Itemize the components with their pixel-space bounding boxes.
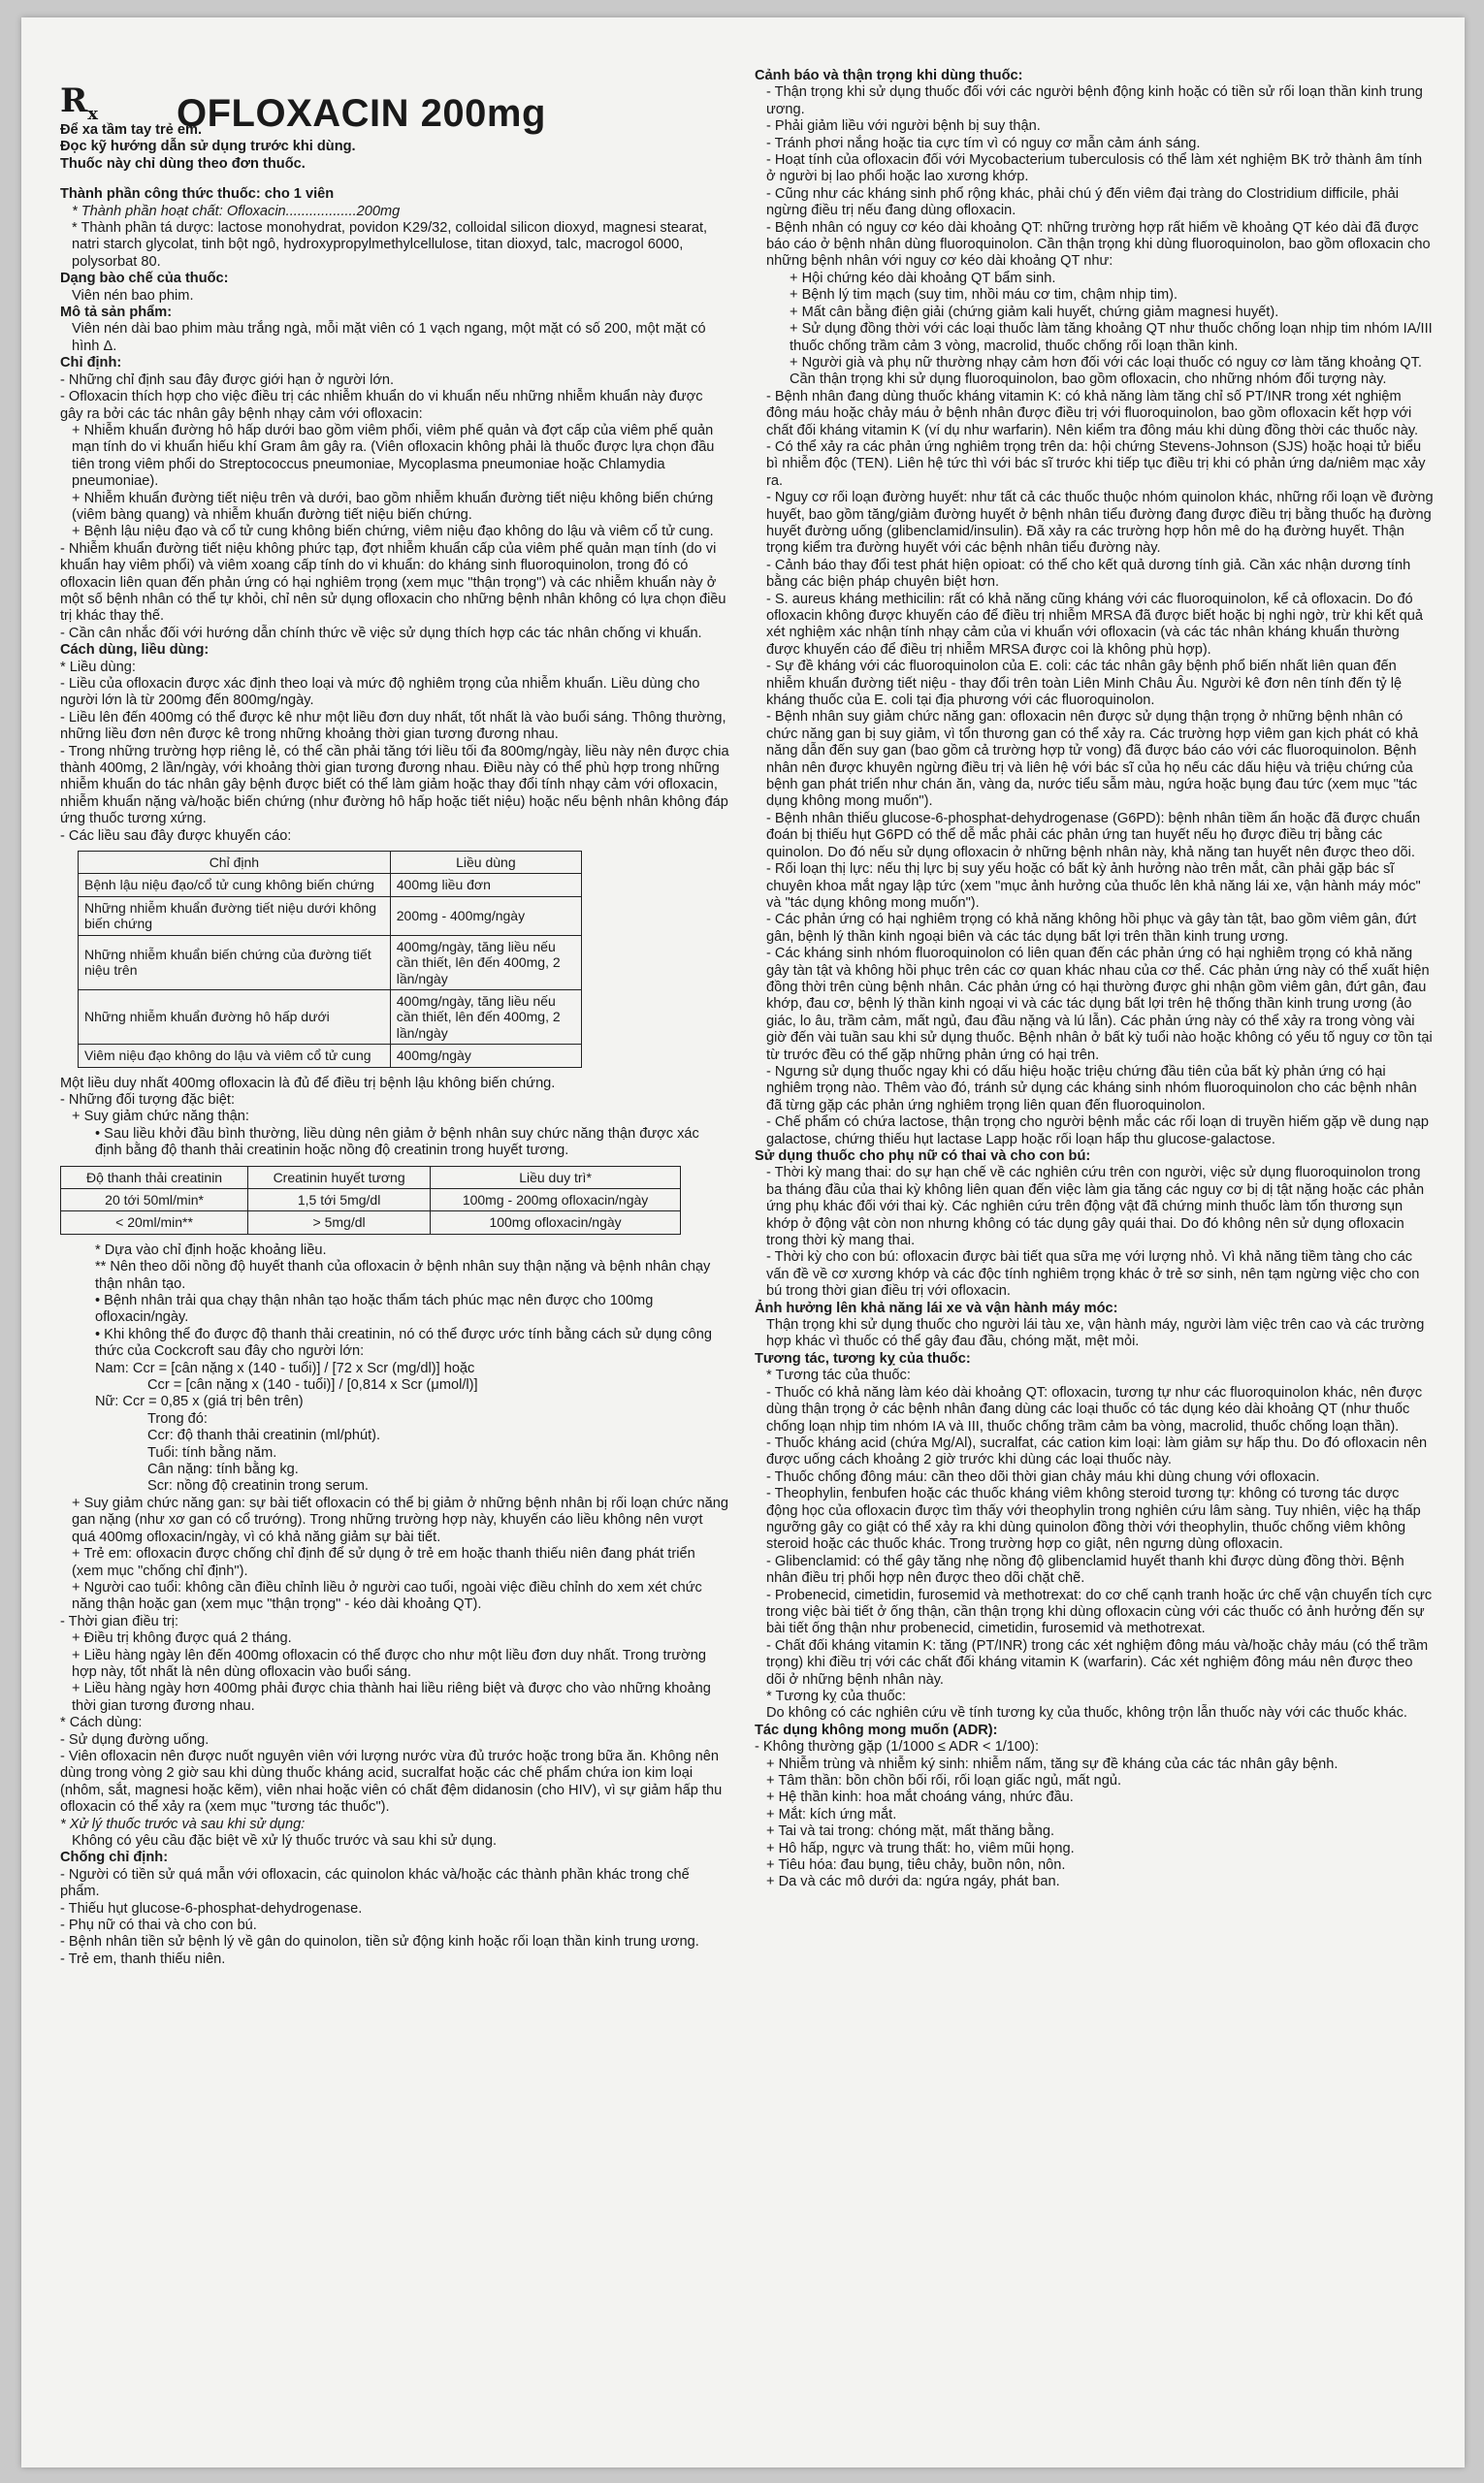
table-cell: Viêm niệu đạo không do lậu và viêm cổ tử cung (79, 1045, 391, 1067)
dosage-text: * Cách dùng: (60, 1715, 143, 1731)
interaction-text: * Tương kỵ của thuốc: (766, 1689, 906, 1704)
table-cell: 200mg - 400mg/ngày (390, 896, 581, 935)
leaflet-sheet (21, 17, 1465, 2467)
table-header-row (61, 1166, 681, 1188)
adr-text: + Tiêu hóa: đau bụng, tiêu chảy, buồn nôn, nôn. (766, 1857, 1066, 1874)
table-cell: < 20ml/min** (61, 1211, 248, 1234)
interactions-heading: Tương tác, tương kỵ của thuốc: (755, 1350, 971, 1367)
excipients: * Thành phần tá dược: lactose monohydrat, povidon K29/32, colloidal silicon dioxyd, magnesi stearat, natri starch glycolat, tinh bột ngô, hydroxypropylmethylcellulose, titan dioxyd, talc, macrogol 6000, polysorbat 80. (72, 220, 708, 270)
interaction-text: - Glibenclamid: có thể gây tăng nhẹ nồng độ glibenclamid huyết thanh khi được dùng đồng thời. Bệnh nhân điều trị phối hợp nên được theo dõi chặt chẽ. (766, 1553, 1404, 1587)
warning-3: Thuốc này chỉ dùng theo đơn thuốc. (60, 155, 306, 172)
indication-text: - Những chỉ định sau đây được giới hạn ở người lớn. (60, 371, 395, 388)
caution-text: + Bệnh lý tim mạch (suy tim, nhồi máu cơ tim, chậm nhịp tim). (790, 287, 1178, 304)
interaction-text: - Chất đối kháng vitamin K: tăng (PT/INR) trong các xét nghiệm đông máu và/hoặc chảy máu (có thể trầm trọng) khi điều trị với các chất đối kháng vitamin K (warfarin). Các xét nghiệm đông máu nên được theo dõi ở những bệnh nhân này. (766, 1637, 1429, 1688)
caution-text: - Thận trọng khi sử dụng thuốc đối với các người bệnh động kinh hoặc có tiền sử rối loạn thần kinh trung ương. (766, 84, 1423, 117)
formula-line: Trong đó: (147, 1410, 208, 1427)
table-header-cell: Chỉ định (79, 852, 391, 874)
renal-text: * Dựa vào chỉ định hoặc khoảng liều. (95, 1242, 327, 1258)
rx-symbol: $R_x$ (60, 81, 98, 124)
dosage-heading: Cách dùng, liều dùng: (60, 642, 210, 659)
description-heading: Mô tả sản phẩm: (60, 305, 173, 321)
pregnancy-text: - Thời kỳ mang thai: do sự hạn chế về các nghiên cứu trên con người, việc sử dụng fluoroquinolon trong ba tháng đầu của thai kỳ không liên quan đến việc làm gia tăng các nguy cơ bị dị tật nặng hoặc các phản ứng phụ khác đối với thai kỳ. Các nghiên cứu trên động vật đã chứng minh thuốc làm tổn thương sụn khớp ở động vật còn non nhưng không có tác dụng gây quái thai. Do đó không nên sử dụng ofloxacin trong thời kỳ mang thai. (766, 1165, 1425, 1249)
table-row (79, 1045, 582, 1067)
dosage-text: + Suy giảm chức năng gan: sự bài tiết ofloxacin có thể bị giảm ở những bệnh nhân bị rối loạn chức năng gan nặng (như xơ gan có cổ trướng). Trong những trường hợp này, khuyến cáo liều không nên vượt quá 400mg ofloxacin/ngày, vì có khả năng giảm sự bài tiết. (72, 1495, 728, 1545)
active-ingredient: * Thành phần hoạt chất: Ofloxacin..................200mg (72, 203, 401, 219)
dosage-text: Không có yêu cầu đặc biệt về xử lý thuốc trước và sau khi sử dụng. (72, 1833, 498, 1849)
caution-text: - Cảnh báo thay đổi test phát hiện opioat: có thể cho kết quả dương tính giả. Cần xác nhận dương tính bằng các biện pháp chuyên biệt hơn. (766, 557, 1411, 591)
special-text: Một liều duy nhất 400mg ofloxacin là đủ để điều trị bệnh lậu không biến chứng. (60, 1075, 556, 1091)
right-column (755, 68, 1434, 2454)
warning-2: Đọc kỹ hướng dẫn sử dụng trước khi dùng. (60, 139, 356, 155)
formula-line: Ccr: độ thanh thải creatinin (ml/phút). (147, 1428, 381, 1444)
cautions-heading: Cảnh báo và thận trọng khi dùng thuốc: (755, 68, 1023, 83)
caution-text: + Mất cân bằng điện giải (chứng giảm kali huyết, chứng giảm magnesi huyết). (790, 304, 1279, 320)
indication-text: - Nhiễm khuẩn đường tiết niệu không phức tạp, đợt nhiễm khuẩn cấp của viêm phế quản mạn tính (do vi khuẩn hay viêm phổi) và viêm xoang cấp tính do vi khuẩn: do kháng sinh fluoroquinolon, trong đó có ofloxacin liên quan đến phản ứng có hại nghiêm trọng (xem mục "thận trọng") và các nhiễm khuẩn này ở một số bệnh nhân có thể tự khỏi, chỉ nên sử dụng ofloxacin cho những bệnh nhân không có lựa chọn điều trị khác thay thế. (60, 540, 726, 625)
table-cell: 400mg/ngày, tăng liều nếu cần thiết, lên đến 400mg, 2 lần/ngày (390, 935, 581, 989)
caution-text: - Các phản ứng có hại nghiêm trọng có khả năng không hồi phục và gây tàn tật, bao gồm viêm gân, đứt gân, bệnh lý thần kinh ngoại biên và các tác dụng bất lợi trên thần kinh trung ương. (766, 912, 1417, 945)
special-text: - Những đối tượng đặc biệt: (60, 1091, 236, 1108)
dosage-text: - Sử dụng đường uống. (60, 1731, 210, 1748)
dosage-text: * Xử lý thuốc trước và sau khi sử dụng: (60, 1816, 306, 1832)
dosage-text: + Người cao tuổi: không cần điều chỉnh liều ở người cao tuổi, ngoài việc điều chỉnh do xem xét chức năng thận hoặc gan (xem mục "thận trọng" - kéo dài khoảng QT). (72, 1579, 702, 1613)
pregnancy-heading: Sử dụng thuốc cho phụ nữ có thai và cho con bú: (755, 1148, 1091, 1164)
caution-text: - Bệnh nhân suy giảm chức năng gan: ofloxacin nên được sử dụng thận trọng ở những bệnh nhân có chức năng gan bị suy giảm, vì tổn thương gan có thể xảy ra. Các trường hợp viêm gan kịch phát có khả năng dẫn đến suy gan (bao gồm cả trường hợp tử vong) đã được báo cáo với các fluoroquinolon. Bệnh nhân nên được khuyên ngừng điều trị và liên hệ với bác sĩ của họ nếu các dấu hiệu và triệu chứng của bệnh gan phát triển như chán ăn, vàng da, nước tiểu sẫm màu, ngứa hoặc bụng đau tức (xem mục "tác dụng không mong muốn"). (766, 709, 1419, 810)
left-column (60, 68, 729, 2454)
caution-text: + Sử dụng đồng thời với các loại thuốc làm tăng khoảng QT như thuốc chống loạn nhịp tim nhóm IA/III thuốc chống trầm cảm 3 vòng, macrolid, thuốc chống rối loạn thần kinh. (790, 321, 1433, 354)
table-row (79, 874, 582, 896)
driving-heading: Ảnh hưởng lên khả năng lái xe và vận hành máy móc: (755, 1300, 1118, 1316)
table-cell: 400mg/ngày (390, 1045, 581, 1067)
interaction-text: - Thuốc chống đông máu: cần theo dõi thời gian chảy máu khi dùng chung với ofloxacin. (766, 1468, 1320, 1485)
warning-1: Để xa tầm tay trẻ em. (60, 122, 203, 138)
contraindication-text: - Người có tiền sử quá mẫn với ofloxacin, các quinolon khác và/hoặc các thành phần khác trong chế phẩm. (60, 1866, 690, 1900)
caution-text: - Bệnh nhân đang dùng thuốc kháng vitamin K: có khả năng làm tăng chỉ số PT/INR trong xét nghiệm đông máu hoặc chảy máu ở bệnh nhân được điều trị với fluoroquinolon, bao gồm ofloxacin kết hợp với chất đối kháng vitamin K (ví dụ như warfarin). Nên kiểm tra đông máu khi dùng đồng thời các thuốc này. (766, 388, 1419, 438)
dosage-text: + Điều trị không được quá 2 tháng. (72, 1630, 292, 1647)
dosage-text: - Liều của ofloxacin được xác định theo loại và mức độ nghiêm trọng của nhiễm khuẩn. Liều dùng cho người lớn là từ 200mg đến 800mg/ngày. (60, 676, 700, 709)
table-header-cell: Creatinin huyết tương (248, 1166, 431, 1188)
formula-line: Cân nặng: tính bằng kg. (147, 1462, 299, 1478)
table-row (61, 1211, 681, 1234)
pregnancy-text: - Thời kỳ cho con bú: ofloxacin được bài tiết qua sữa mẹ với lượng nhỏ. Vì khả năng tiềm tàng cho các vấn đề về cơ xương khớp và các độc tính nghiêm trọng khác ở trẻ sơ sinh, nên tạm ngừng việc cho con bú trong thời gian điều trị với ofloxacin. (766, 1249, 1420, 1300)
composition-heading: Thành phần công thức thuốc: cho 1 viên (60, 186, 335, 203)
description-text: Viên nén dài bao phim màu trắng ngà, mỗi mặt viên có 1 vạch ngang, một mặt có số 200, một mặt có hình Δ. (72, 321, 706, 354)
contraindication-text: - Phụ nữ có thai và cho con bú. (60, 1918, 257, 1934)
caution-text: + Người già và phụ nữ thường nhạy cảm hơn đối với các loại thuốc có nguy cơ làm tăng khoảng QT. Cần thận trọng khi sử dụng fluoroquinolon, bao gồm ofloxacin, cho những nhóm đối tượng này. (790, 354, 1422, 388)
renal-text: ** Nên theo dõi nồng độ huyết thanh của ofloxacin ở bệnh nhân suy thận nặng và bệnh nhân chạy thận nhân tạo. (95, 1259, 711, 1292)
driving-text: Thận trọng khi sử dụng thuốc cho người lái tàu xe, vận hành máy, người làm việc trên cao và các trường hợp khác vì thuốc có thể gây đau đầu, chóng mặt, mệt mỏi. (766, 1317, 1425, 1350)
table-cell: Những nhiễm khuẩn đường hô hấp dưới (79, 989, 391, 1044)
table-row (61, 1188, 681, 1210)
caution-text: - Phải giảm liều với người bệnh bị suy thận. (766, 118, 1041, 135)
adr-heading: Tác dụng không mong muốn (ADR): (755, 1722, 998, 1738)
dosage-text: + Liều hàng ngày lên đến 400mg ofloxacin có thể được cho như một liều đơn duy nhất. Trong trường hợp này, tốt nhất là nên dùng ofloxacin vào buổi sáng. (72, 1647, 706, 1680)
interaction-text: * Tương tác của thuốc: (766, 1368, 911, 1384)
dosage-text: - Thời gian điều trị: (60, 1613, 179, 1629)
contraindications-heading: Chống chỉ định: (60, 1850, 169, 1866)
drug-title: OFLOXACIN 200mg (177, 91, 546, 135)
table-row (79, 935, 582, 989)
table-row (79, 989, 582, 1044)
indication-text: - Ofloxacin thích hợp cho việc điều trị các nhiễm khuẩn do vi khuẩn nếu những nhiễm khuẩn này được gây ra bởi các tác nhân gây bệnh nhạy cảm với ofloxacin: (60, 389, 703, 422)
table-cell: 1,5 tới 5mg/dl (248, 1188, 431, 1210)
caution-text: - Sự đề kháng với các fluoroquinolon của E. coli: các tác nhân gây bệnh phổ biến nhất liên quan đến nhiễm khuẩn đường tiết niệu - thay đổi trên toàn Liên Minh Châu Âu. Người kê đơn nên tính đến tỷ lệ kháng thuốc của E. coli tại địa phương với các fluoroquinolon. (766, 659, 1403, 709)
dosage-text: - Liều lên đến 400mg có thể được kê như một liều đơn duy nhất, tốt nhất là vào buổi sáng. Thông thường, những liều đơn nên được kê trong những khoảng thời gian tương đương nhau. (60, 709, 726, 743)
caution-text: - Rối loạn thị lực: nếu thị lực bị suy yếu hoặc có bất kỳ ảnh hưởng nào trên mắt, cần phải gặp bác sĩ chuyên khoa mắt ngay lập tức (xem "mục ảnh hưởng của thuốc lên khả năng lái xe, vận hành máy móc" và "tác dụng không mong muốn"). (766, 861, 1421, 911)
interaction-text: - Thuốc có khả năng làm kéo dài khoảng QT: ofloxacin, tương tự như các fluoroquinolon khác, nên được dùng thận trọng ở các bệnh nhân đang dùng các loại thuốc có tác dụng kéo dài khoảng QT (như thuốc chống loạn nhịp tim nhóm IA và III, thuốc chống trầm cảm ba vòng, macrolid, thuốc chống loạn thần). (766, 1384, 1423, 1435)
interaction-text: - Theophylin, fenbufen hoặc các thuốc kháng viêm không steroid tương tự: không có tương tác dược động học của ofloxacin được tìm thấy với theophylin trong nghiên cứu lâm sàng. Tuy nhiên, việc hạ thấp ngưỡng gây co giật có thể xảy ra khi dùng quinolon đồng thời với theophylin, thuốc chống viêm không steroid hoặc các thuốc khác. Trong trường hợp co giật, nên ngưng dùng ofloxacin. (766, 1486, 1421, 1553)
table-cell: > 5mg/dl (248, 1211, 431, 1234)
table-header-cell: Độ thanh thải creatinin (61, 1166, 248, 1188)
adr-text: + Da và các mô dưới da: ngứa ngáy, phát ban. (766, 1874, 1060, 1890)
dosage-text: * Liều dùng: (60, 659, 136, 675)
table-header-cell: Liều duy trì* (431, 1166, 681, 1188)
table-cell: 100mg ofloxacin/ngày (431, 1211, 681, 1234)
table-cell: 400mg liều đơn (390, 874, 581, 896)
indications-heading: Chỉ định: (60, 355, 122, 371)
table-row (79, 896, 582, 935)
caution-text: - Ngưng sử dụng thuốc ngay khi có dấu hiệu hoặc triệu chứng đầu tiên của bất kỳ phản ứng có hại nghiêm trọng nào. Thêm vào đó, tránh sử dụng các kháng sinh nhóm fluoroquinolon cho các bệnh nhân đã từng gặp các phản ứng nghiêm trọng liên quan đến fluoroquinolon. (766, 1063, 1417, 1113)
contraindication-text: - Thiếu hụt glucose-6-phosphat-dehydrogenase. (60, 1900, 363, 1917)
caution-text: - Tránh phơi nắng hoặc tia cực tím vì có nguy cơ mẫn cảm ánh sáng. (766, 135, 1201, 151)
table-cell: 400mg/ngày, tăng liều nếu cần thiết, lên đến 400mg, 2 lần/ngày (390, 989, 581, 1044)
adr-text: + Hô hấp, ngực và trung thất: ho, viêm mũi họng. (766, 1840, 1075, 1856)
renal-text: • Bệnh nhân trải qua chạy thận nhân tạo hoặc thẩm tách phúc mạc nên được cho 100mg ofloxacin/ngày. (95, 1293, 654, 1326)
indication-text: + Bệnh lậu niệu đạo và cổ tử cung không biến chứng, viêm niệu đạo không do lậu và viêm cổ tử cung. (72, 524, 714, 540)
caution-text: - S. aureus kháng methicilin: rất có khả năng cũng kháng với các fluoroquinolon, kể cả ofloxacin. Do đó ofloxacin không được khuyến cáo để điều trị nhiễm MRSA đã được biết hoặc bị nghi ngờ, trừ khi kết quả xét nghiệm xác nhận tính nhạy cảm của vi khuẩn với ofloxacin (và các tác nhân kháng khuẩn thường được khuyến cáo để điều trị nhiễm MRSA được coi là không phù hợp). (766, 591, 1424, 658)
dosage-text: + Liều hàng ngày hơn 400mg phải được chia thành hai liều riêng biệt và được cho vào những khoảng thời gian tương đương nhau. (72, 1681, 711, 1714)
adr-text: + Mắt: kích ứng mắt. (766, 1806, 897, 1822)
form-text: Viên nén bao phim. (72, 287, 194, 304)
caution-text: + Hội chứng kéo dài khoảng QT bẩm sinh. (790, 270, 1056, 286)
renal-text: • Khi không thể đo được độ thanh thải creatinin, nó có thể được ước tính bằng cách sử dụng công thức của Cockcroft sau đây cho người lớn: (95, 1326, 712, 1360)
contraindication-text: - Bệnh nhân tiền sử bệnh lý về gân do quinolon, tiền sử động kinh hoặc rối loạn thần kinh trung ương. (60, 1934, 699, 1951)
contraindication-text: - Trẻ em, thanh thiếu niên. (60, 1951, 226, 1967)
formula-line: Scr: nồng độ creatinin trong serum. (147, 1478, 369, 1495)
table-cell: Những nhiễm khuẩn đường tiết niệu dưới không biến chứng (79, 896, 391, 935)
caution-text: - Hoạt tính của ofloxacin đối với Mycobacterium tuberculosis có thể làm xét nghiệm BK trở thành âm tính ở người bị lao phổi hoặc lao xương khớp. (766, 152, 1423, 185)
caution-text: - Các kháng sinh nhóm fluoroquinolon có liên quan đến các phản ứng có hại nghiêm trọng có khả năng gây tàn tật và không hồi phục trên các cơ quan khác nhau của cơ thể. Các phản ứng này có thể xuất hiện đồng thời trên cùng bệnh nhân. Các phản ứng có hại thường được ghi nhận gồm viêm gân, đứt gân, đau khớp, đau cơ, bệnh lý thần kinh ngoại vi và các tác dụng bất lợi trên hệ thống thần kinh trung ương (ảo giác, lo âu, trầm cảm, mất ngủ, đau đầu nặng và lú lẫn). Các phản ứng này có thể xảy ra trong vòng vài giờ đến vài tuần sau khi sử dụng thuốc. Bệnh nhân ở bất kỳ tuổi nào hoặc không có yếu tố nguy cơ tồn tại từ trước đều có thể gặp những phản ứng có hại trên. (766, 946, 1433, 1063)
adr-text: + Hệ thần kinh: hoa mắt choáng váng, nhức đầu. (766, 1790, 1074, 1806)
dosage-text: - Trong những trường hợp riêng lẻ, có thể cần phải tăng tới liều tối đa 800mg/ngày, liều này nên được chia thành 400mg, 2 lần/ngày, với khoảng thời gian tương đương nhau. Điều này có thể phù hợp trong những nhiễm khuẩn do tác nhân gây bệnh được biết có thể làm giảm hoặc thay đổi tính nhạy cảm với ofloxacin, nhiễm khuẩn nặng và/hoặc biến chứng (như đường hô hấp hoặc tiết niệu) hoặc nếu bệnh nhân không đáp ứng thuốc tương xứng. (60, 743, 729, 827)
table-header-row (79, 852, 582, 874)
indication-text: + Nhiễm khuẩn đường tiết niệu trên và dưới, bao gồm nhiễm khuẩn đường tiết niệu không biến chứng (viêm bàng quang) và nhiễm khuẩn đường tiết niệu biến chứng. (72, 490, 714, 523)
interaction-text: Do không có các nghiên cứu về tính tương kỵ của thuốc, không trộn lẫn thuốc này với các thuốc khác. (766, 1705, 1407, 1722)
formula-line: Ccr = [cân nặng x (140 - tuổi)] / [0,814 x Scr (μmol/l)] (147, 1377, 478, 1394)
caution-text: - Cũng như các kháng sinh phổ rộng khác, phải chú ý đến viêm đại tràng do Clostridium difficile, phải ngừng điều trị nếu đang dùng ofloxacin. (766, 185, 1399, 219)
adr-text: + Tai và tai trong: chóng mặt, mất thăng bằng. (766, 1823, 1055, 1840)
formula-line: Nam: Ccr = [cân nặng x (140 - tuổi)] / [72 x Scr (mg/dl)] hoặc (95, 1360, 475, 1376)
adr-text: + Tâm thần: bồn chồn bối rối, rối loạn giấc ngủ, mất ngủ. (766, 1773, 1122, 1790)
dosage-table (78, 851, 582, 1067)
table-header-cell: Liều dùng (390, 852, 581, 874)
caution-text: - Bệnh nhân thiếu glucose-6-phosphat-dehydrogenase (G6PD): bệnh nhân tiềm ẩn hoặc đã được chuẩn đoán bị thiếu hụt G6PD có thể dễ mắc phải các phản ứng tan huyết nếu họ được điều trị bằng các quinolon. Do đó nếu sử dụng ofloxacin ở những bệnh nhân này, khả năng tan huyết nên được theo dõi. (766, 810, 1421, 860)
indication-text: - Cần cân nhắc đối với hướng dẫn chính thức về việc sử dụng thích hợp các tác nhân chống vi khuẩn. (60, 625, 702, 641)
dosage-text: - Các liều sau đây được khuyến cáo: (60, 827, 292, 844)
formula-line: Nữ: Ccr = 0,85 x (giá trị bên trên) (95, 1394, 304, 1410)
table-cell: Những nhiễm khuẩn biến chứng của đường tiết niệu trên (79, 935, 391, 989)
caution-text: - Có thể xảy ra các phản ứng nghiêm trọng trên da: hội chứng Stevens-Johnson (SJS) hoặc hoại tử biểu bì nhiễm độc (TEN). Liên hệ tức thì với bác sĩ trước khi tiếp tục điều trị khi có phản ứng da/niêm mạc xảy ra. (766, 438, 1426, 489)
special-text: + Suy giảm chức năng thận: (72, 1109, 249, 1125)
table-cell: Bệnh lậu niệu đạo/cổ tử cung không biến chứng (79, 874, 391, 896)
table-cell: 100mg - 200mg ofloxacin/ngày (431, 1188, 681, 1210)
renal-table (60, 1166, 681, 1235)
form-heading: Dạng bào chế của thuốc: (60, 271, 229, 287)
indication-text: + Nhiễm khuẩn đường hô hấp dưới bao gồm viêm phổi, viêm phế quản và đợt cấp của viêm phế quản mạn tính do vi khuẩn hiếu khí Gram âm gây ra. (Viên ofloxacin không phải là thuốc được lựa chọn đầu tiên trong viêm phổi do Streptococcus pneumoniae, Mycoplasma pneumoniae hoặc Chlamydia pneumoniae). (72, 422, 715, 490)
interaction-text: - Thuốc kháng acid (chứa Mg/Al), sucralfat, các cation kim loại: làm giảm sự hấp thu. Do đó ofloxacin nên được uống cách khoảng 2 giờ trước khi dùng các loại thuốc này. (766, 1435, 1428, 1468)
adr-text: - Không thường gặp (1/1000 ≤ ADR < 1/100): (755, 1739, 1040, 1756)
table-cell: 20 tới 50ml/min* (61, 1188, 248, 1210)
caution-text: - Nguy cơ rối loạn đường huyết: như tất cả các thuốc thuộc nhóm quinolon khác, những rối loạn về đường huyết, bao gồm tăng/giảm đường huyết ở bệnh nhân tiểu đường đang được điều trị bằng thuốc hạ đường huyết đường uống (glibenclamid/insulin). Đã xảy ra các trường hợp hôn mê do hạ đường huyết. Thận trọng kiểm tra đường huyết với các bệnh nhân tiểu đường này. (766, 490, 1434, 557)
interaction-text: - Probenecid, cimetidin, furosemid và methotrexat: do cơ chế cạnh tranh hoặc ức chế vận chuyển tích cực trong việc bài tiết ở ống thận, cần thận trọng khi dùng ofloxacin cùng với các thuốc có ảnh hưởng đến sự bài tiết ống thận như probenecid, cimetidin, furosemid và methotrexat. (766, 1587, 1433, 1637)
formula-line: Tuổi: tính bằng năm. (147, 1444, 277, 1461)
adr-text: + Nhiễm trùng và nhiễm ký sinh: nhiễm nấm, tăng sự đề kháng của các tác nhân gây bệnh. (766, 1756, 1339, 1772)
dosage-text: - Viên ofloxacin nên được nuốt nguyên viên với lượng nước vừa đủ trước hoặc trong bữa ăn. Không nên dùng trong vòng 2 giờ sau khi dùng thuốc kháng acid, sucralfat hoặc các chế phẩm chứa ion kim loại (nhôm, sắt, magnesi hoặc kẽm), viên nhai hoặc viên có chất đệm didanosin (cho HIV), vì sự giảm hấp thu ofloxacin có thể xảy ra (xem mục "tương tác thuốc"). (60, 1748, 723, 1816)
dosage-text: + Trẻ em: ofloxacin được chống chỉ định để sử dụng ở trẻ em hoặc thanh thiếu niên đang phát triển (xem mục "chống chỉ định"). (72, 1546, 695, 1579)
caution-text: - Chế phẩm có chứa lactose, thận trọng cho người bệnh mắc các rối loạn di truyền hiếm gặp về dung nạp galactose, chứng thiếu hụt lactase Lapp hoặc rối loạn hấp thu glucose-galactose. (766, 1114, 1429, 1147)
special-text: • Sau liều khởi đầu bình thường, liều dùng nên giảm ở bệnh nhân suy chức năng thận được xác định bằng độ thanh thải creatinin hoặc nồng độ creatinin trong huyết tương. (95, 1125, 699, 1159)
caution-text: - Bệnh nhân có nguy cơ kéo dài khoảng QT: những trường hợp rất hiếm về khoảng QT kéo dài đã được báo cáo ở bệnh nhân dùng fluoroquinolon. Cần thận trọng khi dùng fluoroquinolon, bao gồm ofloxacin cho những bệnh nhân với nguy cơ kéo dài khoảng QT như: (766, 219, 1431, 270)
